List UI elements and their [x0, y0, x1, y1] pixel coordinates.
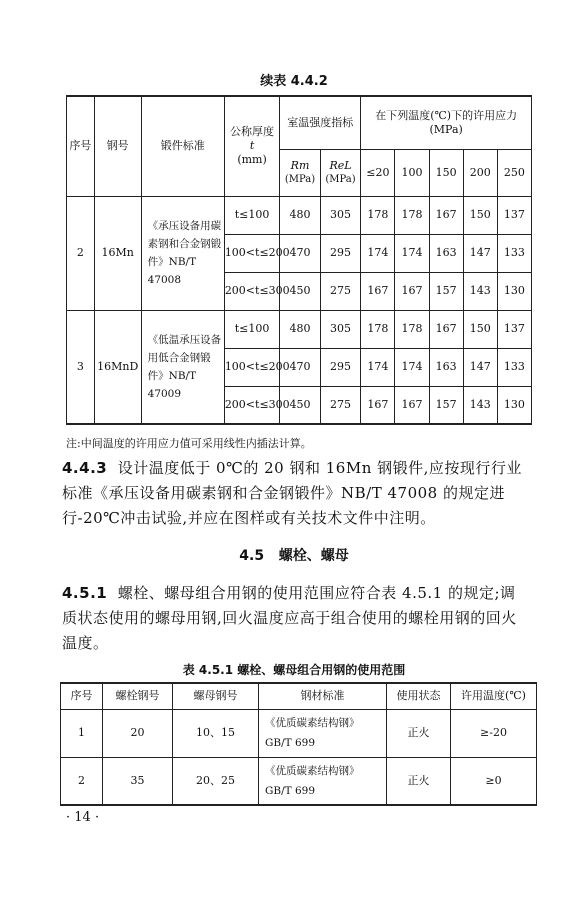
- header-seq: 序号: [67, 96, 95, 196]
- section-heading: 4.5 螺栓、螺母: [239, 548, 349, 564]
- table-row: 2 35 20、25 《优质碳素结构钢》GB/T 699 正火 ≥0: [61, 757, 537, 805]
- table-note: 注:中间温度的许用应力值可采用线性内插法计算。: [66, 437, 312, 450]
- table-row: 1 20 10、15 《优质碳素结构钢》GB/T 699 正火 ≥-20: [61, 709, 537, 757]
- header-standard: 钢材标准: [259, 683, 387, 709]
- header-strength: 室温强度指标: [280, 96, 361, 149]
- header-temp-250: 250: [497, 149, 531, 196]
- page-number: · 14 ·: [66, 810, 100, 825]
- header-allowable-stress: 在下列温度(℃)下的许用应力(MPa): [361, 96, 532, 149]
- header-thickness: 公称厚度 t (mm): [224, 96, 279, 196]
- header-temp: 许用温度(℃): [451, 683, 537, 709]
- clause-4-4-3: 4.4.3 设计温度低于 0℃的 20 钢和 16Mn 钢锻件,应按现行行业标准《承压设备用碳素钢和合金钢锻件》NB/T 47008 的规定进行-20℃冲击试验,并应在图样或有关技术文件中注明。: [62, 459, 522, 527]
- table-row: 200<t≤300 450 275 167 167 157 143 130: [67, 272, 532, 310]
- header-temp-200: 200: [463, 149, 497, 196]
- allowable-stress-table: [66, 95, 532, 425]
- header-seq: 序号: [61, 683, 103, 709]
- header-nut-steel: 螺母钢号: [173, 683, 259, 709]
- header-state: 使用状态: [387, 683, 451, 709]
- table-row: 200<t≤300 450 275 167 167 157 143 130: [67, 386, 532, 424]
- header-temp-150: 150: [429, 149, 463, 196]
- header-bolt-steel: 螺栓钢号: [103, 683, 173, 709]
- header-standard: 锻件标准: [141, 96, 224, 196]
- header-steel: 钢号: [94, 96, 141, 196]
- clause-4-5-1: 4.5.1 螺栓、螺母组合用钢的使用范围应符合表 4.5.1 的规定;调质状态使用的螺母用钢,回火温度应高于组合使用的螺栓用钢的回火温度。: [62, 584, 517, 652]
- header-temp-100: 100: [395, 149, 429, 196]
- header-temp-20: ≤20: [361, 149, 395, 196]
- table-row: 100<t≤200 470 295 174 174 163 147 133: [67, 348, 532, 386]
- table-row: 100<t≤200 470 295 174 174 163 147 133: [67, 234, 532, 272]
- header-rm: Rm (MPa): [280, 149, 321, 196]
- table-row: 2 16Mn 《承压设备用碳素钢和合金钢锻件》NB/T 47008 t≤100 480 305 178 178 167 150 137: [67, 196, 532, 234]
- table-caption: 续表 4.4.2: [260, 74, 328, 89]
- bolt-nut-steel-table: [60, 682, 537, 806]
- header-rel: ReL (MPa): [320, 149, 361, 196]
- table-row: 3 16MnD 《低温承压设备用低合金钢锻件》NB/T 47009 t≤100 480 305 178 178 167 150 137: [67, 310, 532, 348]
- table-caption: 表 4.5.1 螺栓、螺母组合用钢的使用范围: [182, 663, 406, 677]
